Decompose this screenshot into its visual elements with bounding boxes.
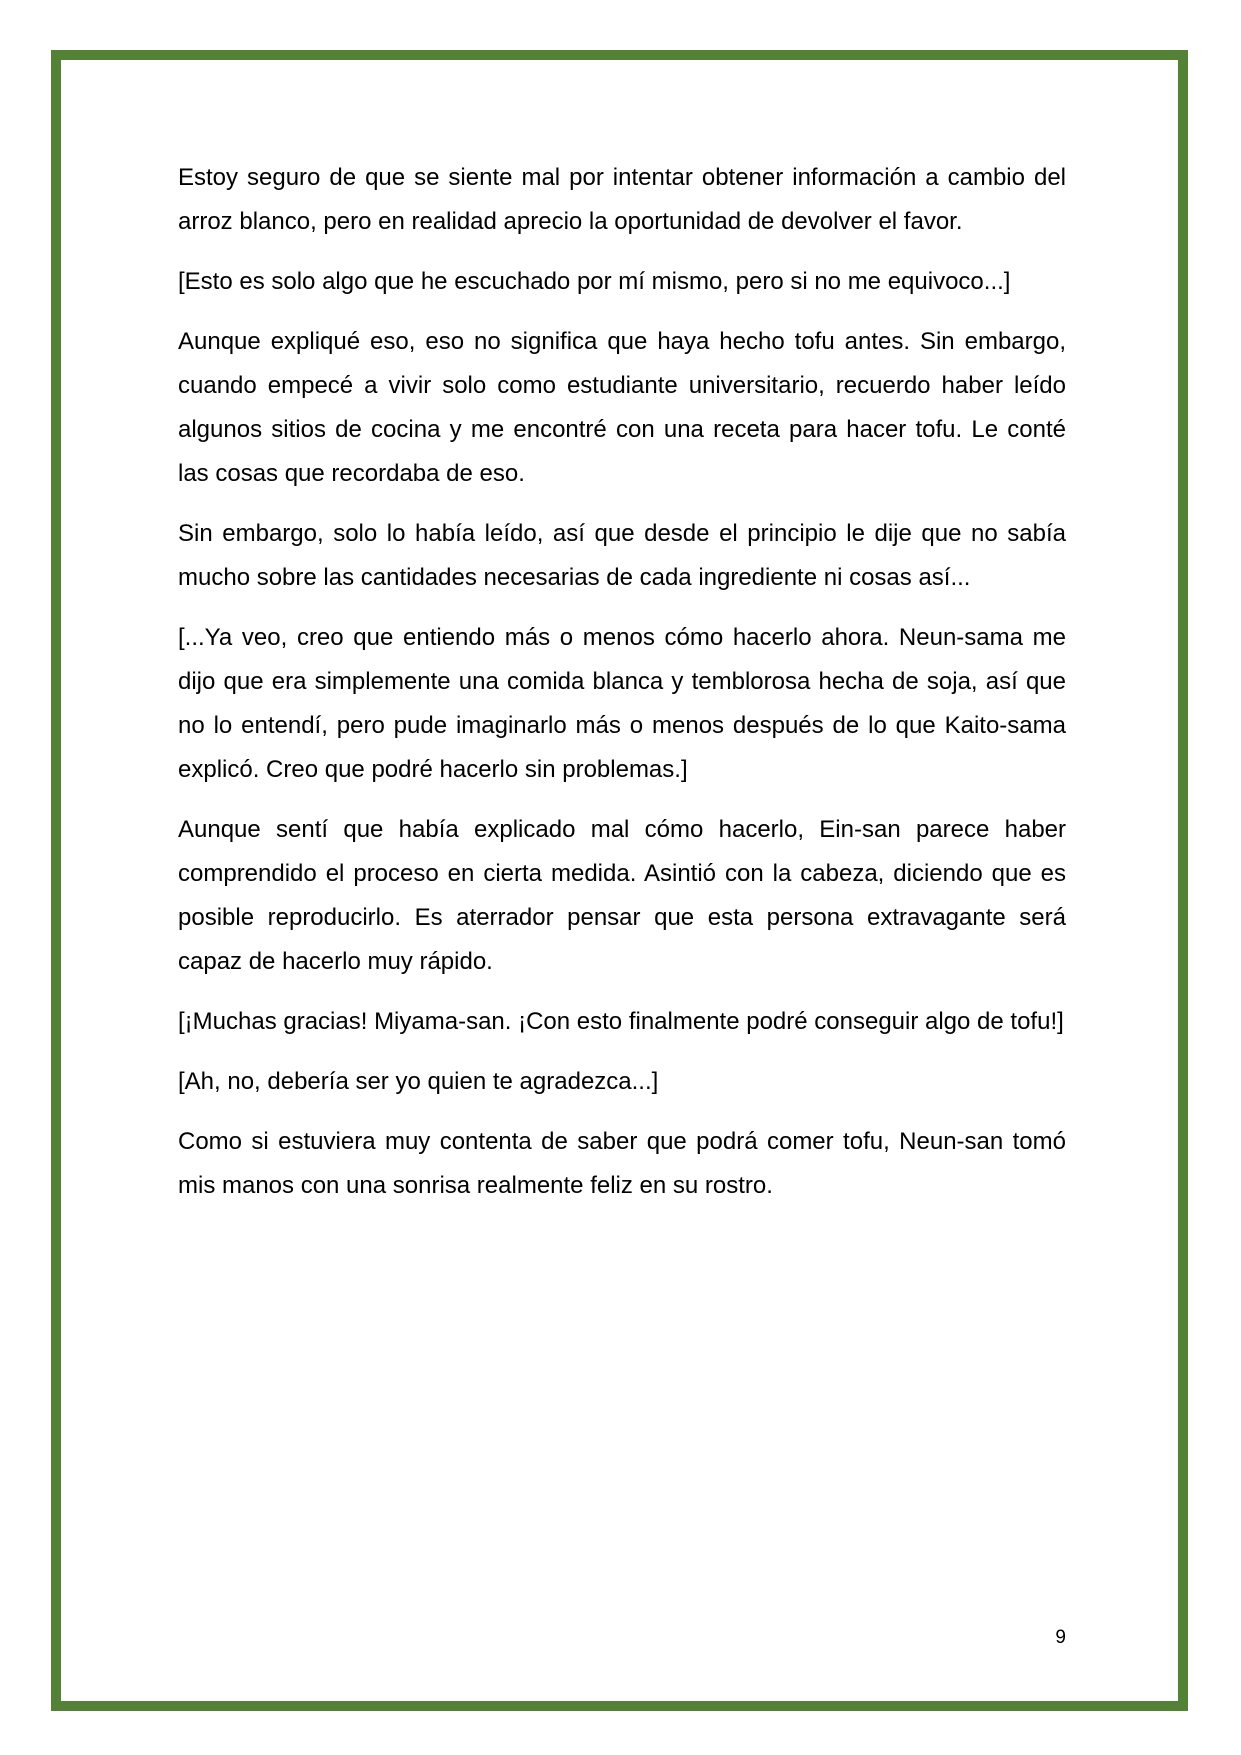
page-number: 9: [1055, 1627, 1066, 1648]
document-body: [178, 156, 1066, 1224]
paragraph: [Ah, no, debería ser yo quien te agradezca...]: [178, 1068, 659, 1095]
paragraph: [...Ya veo, creo que entiendo más o menos cómo hacerlo ahora. Neun-sama me dijo que era simplemente una comida blanca y temblorosa hecha de soja, así que no lo entendí, pero pude imaginarlo más o menos después de lo que Kaito-sama explicó. Creo que podré hacerlo sin problemas.]: [178, 624, 1066, 783]
paragraph: Como si estuviera muy contenta de saber que podrá comer tofu, Neun-san tomó mis manos con una sonrisa realmente feliz en su rostro.: [178, 1128, 1066, 1199]
paragraph: Estoy seguro de que se siente mal por intentar obtener información a cambio del arroz blanco, pero en realidad aprecio la oportunidad de devolver el favor.: [178, 164, 1066, 235]
paragraph: [¡Muchas gracias! Miyama-san. ¡Con esto finalmente podré conseguir algo de tofu!]: [178, 1008, 1064, 1035]
paragraph: [Esto es solo algo que he escuchado por mí mismo, pero si no me equivoco...]: [178, 268, 1011, 295]
paragraph: Sin embargo, solo lo había leído, así que desde el principio le dije que no sabía mucho sobre las cantidades necesarias de cada ingrediente ni cosas así...: [178, 520, 1066, 591]
paragraph: Aunque sentí que había explicado mal cómo hacerlo, Ein-san parece haber comprendido el proceso en cierta medida. Asintió con la cabeza, diciendo que es posible reproducirlo. Es aterrador pensar que esta persona extravagante será capaz de hacerlo muy rápido.: [178, 816, 1066, 975]
paragraph: Aunque expliqué eso, eso no significa que haya hecho tofu antes. Sin embargo, cuando empecé a vivir solo como estudiante universitario, recuerdo haber leído algunos sitios de cocina y me encontré con una receta para hacer tofu. Le conté las cosas que recordaba de eso.: [178, 328, 1066, 487]
